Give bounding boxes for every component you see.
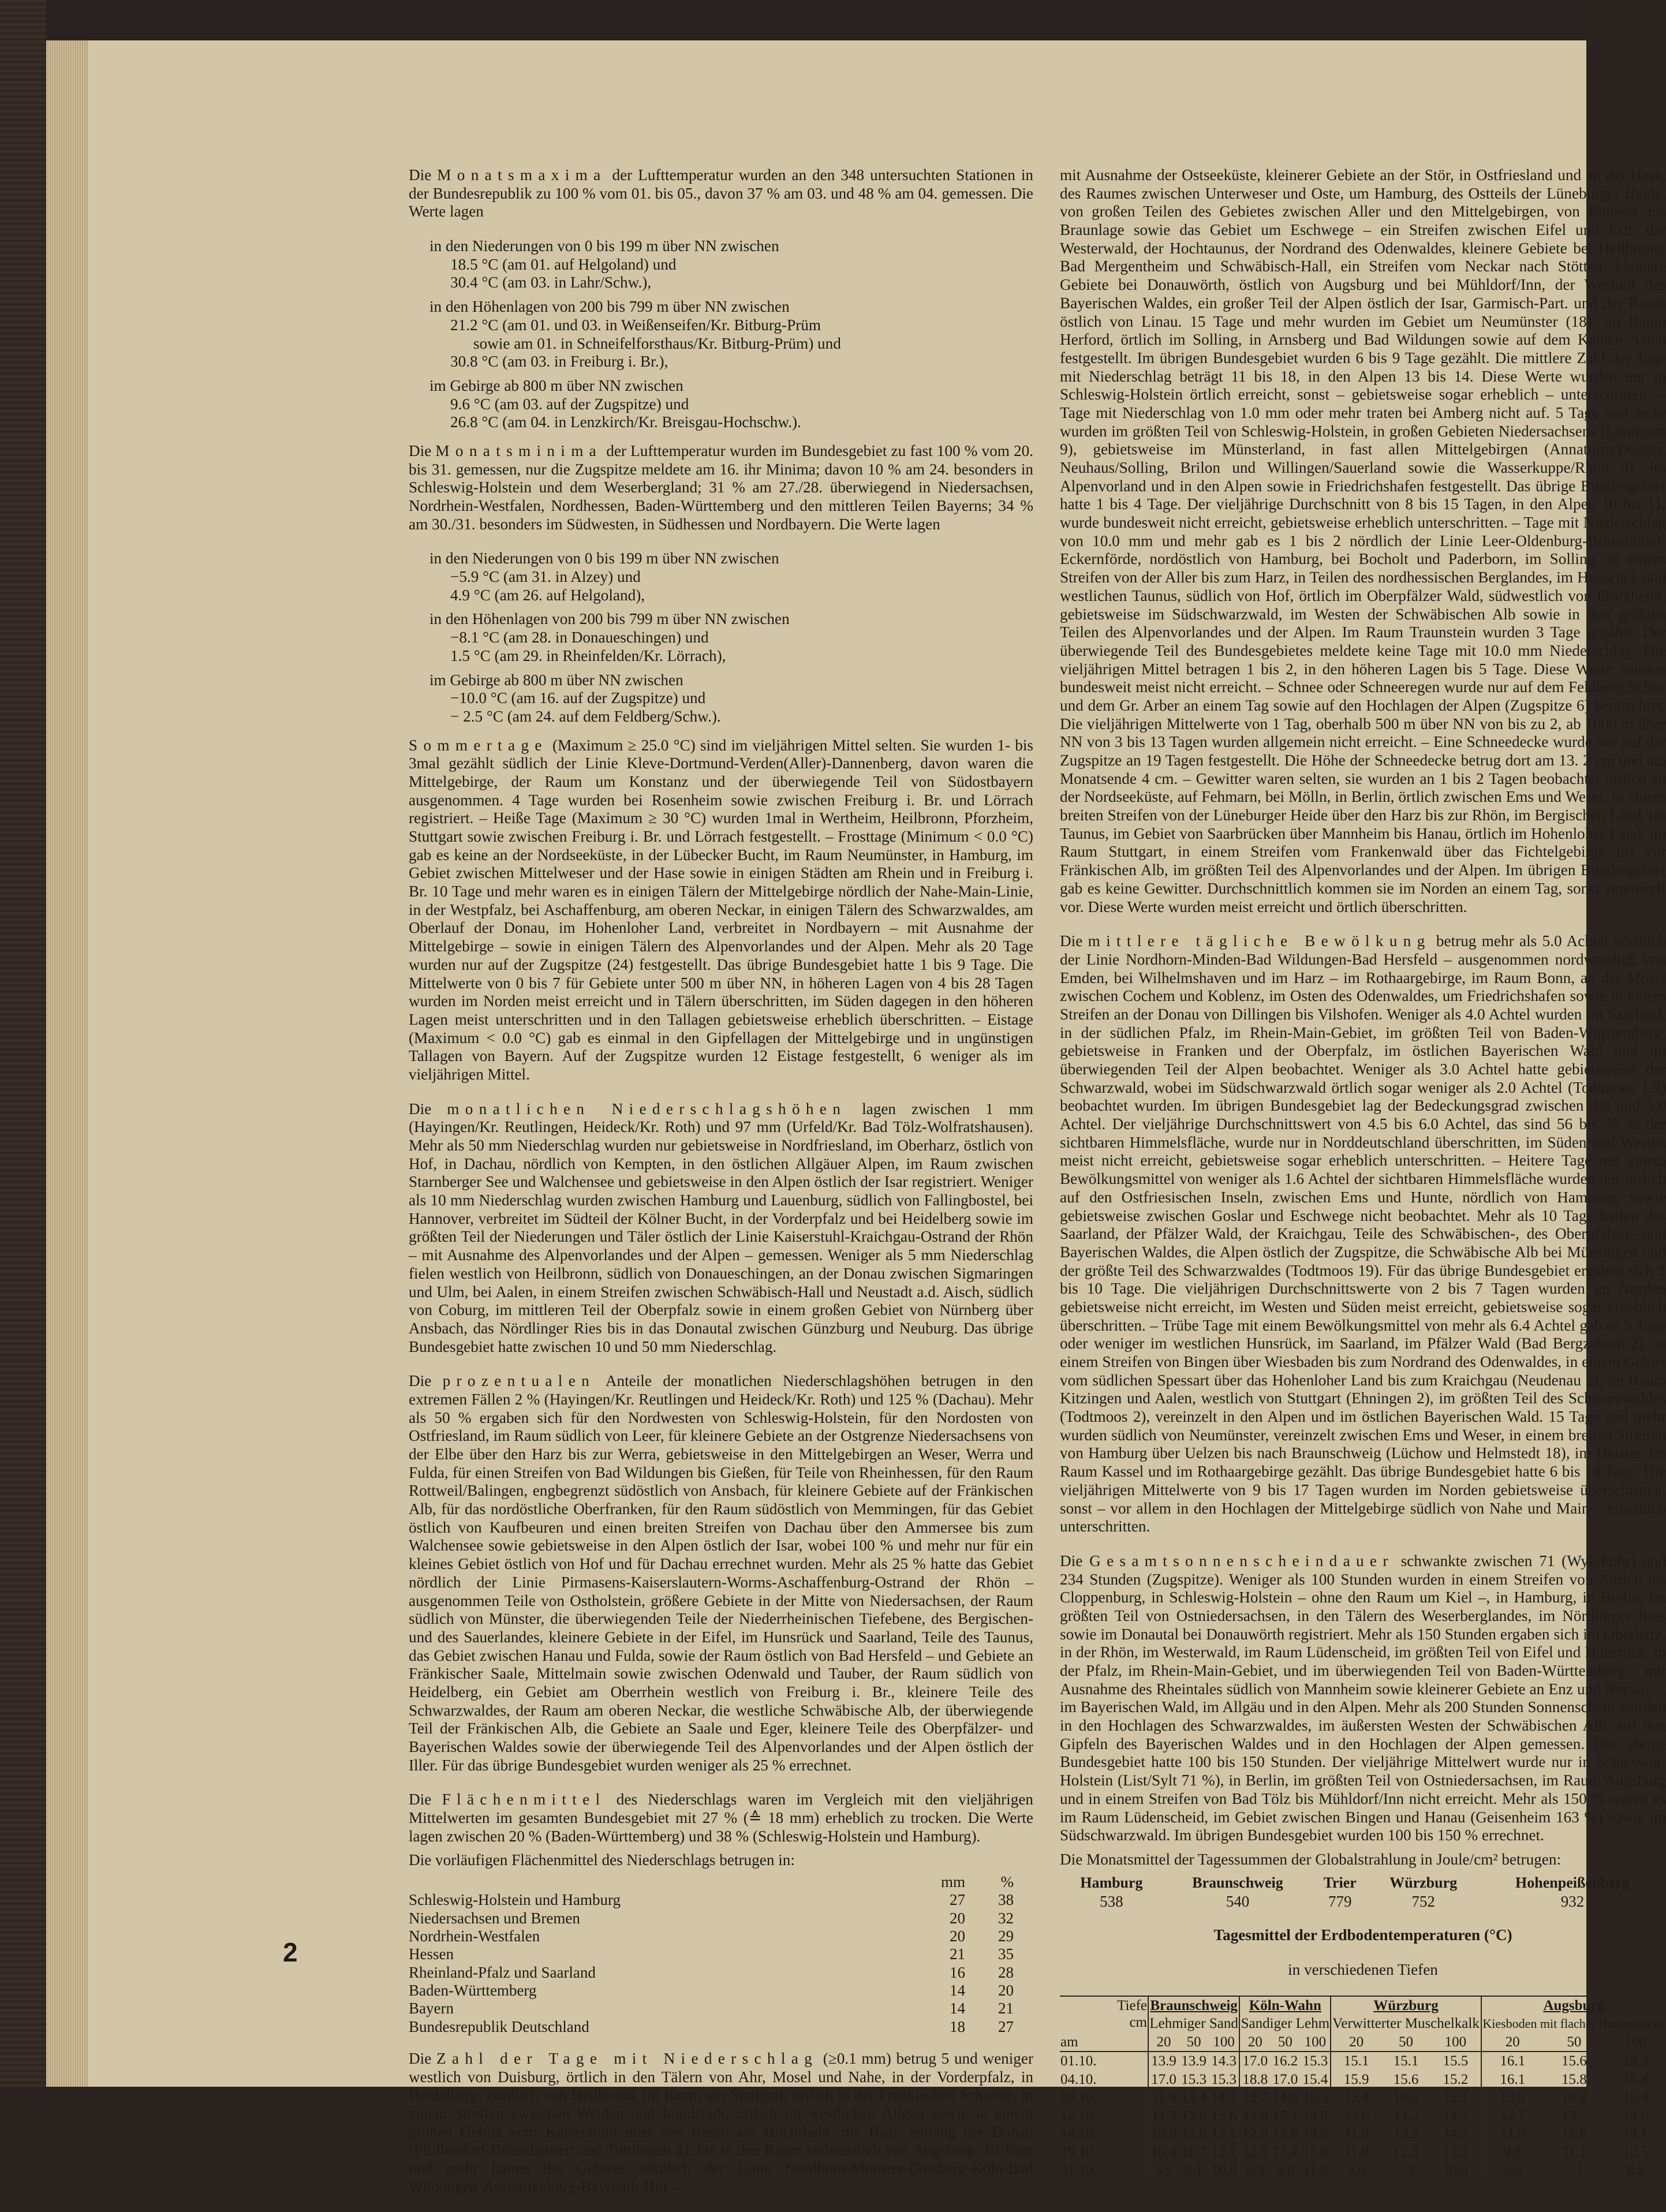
- keyword: prozentualen: [442, 1372, 596, 1390]
- soil-type: Lehmiger Sand: [1148, 2015, 1239, 2033]
- temperature-cell: 5.0: [1331, 2161, 1381, 2180]
- temperature-cell: 14.2: [1443, 2126, 1469, 2142]
- value-pct: 32: [998, 1909, 1014, 1927]
- table-row: [409, 1945, 1017, 1963]
- paragraph-text: des Niederschlags waren im Vergleich mit den vieljährigen Mittelwerten im gesamten Bundesgebiet mit 27 % (≙ 18 mm) erheblich zu trocken. Die Werte lagen zwischen 20 % (Baden-Württemberg) und 38 % (Schleswig-Holstein und Hamburg).: [409, 1791, 1033, 1845]
- paragraph-text: lagen zwischen 1 mm (Hayingen/Kr. Reutlingen, Heideck/Kr. Roth) und 97 mm (Urfeld/Kr. Bad Tölz-Wolfratshausen). Mehr als 50 mm Niederschlag wurden nur gebietsweise in Nordfriesland, im Oberharz, östlich von Hof, in Dachau, nördlich von Kempten, in den östlichen Allgäuer Alpen, im Raum zwischen Starnberger See und Walchensee und gebietsweise in den Alpen östlich der Isar registriert. Weniger als 10 mm Niederschlag wurden zwischen Hamburg und Lauenburg, südlich von Fallingbostel, bei Hannover, verbreitet im Südteil der Kölner Bucht, in der Vorderpfalz und bei Heidelberg sowie im größten Teil der Niederungen und Täler östlich der Linie Kaiserstuhl-Kraichgau-Ostrand der Rhön – mit Ausnahme des Alpenvorlandes und der Alpen – gemessen. Weniger als 5 mm Niederschlag fielen westlich von Heilbronn, südlich von Donaueschingen, an der Donau zwischen Sigmaringen und Ulm, bei Aalen, in einem Streifen zwischen Schwäbisch-Hall und Neustadt a.d. Aisch, südlich von Coburg, im mittleren Teil der Oberpfalz sowie in einem großen Gebiet von Nürnberg über Ansbach, das Nördlinger Ries bis in das Donautal zwischen Günzburg und Neuburg. Das übrige Bundesgebiet hatte zwischen 10 und 50 mm Niederschlag.: [409, 1100, 1034, 1355]
- date-cell: 31.10.: [1060, 2162, 1097, 2179]
- temperature-cell: 17.0: [1148, 2071, 1179, 2089]
- temperature-cell: 14.3: [1211, 2053, 1237, 2069]
- region-name: Bayern: [409, 2000, 454, 2017]
- station-name: Köln-Wahn: [1239, 1996, 1331, 2015]
- temperature-cell: 14.8: [1562, 2090, 1587, 2106]
- station-name: Augsburg: [1481, 1996, 1666, 2015]
- region-name: Bundesrepublik Deutschland: [409, 2017, 589, 2035]
- min-list: [429, 550, 1033, 726]
- soil-table-title: Tagesmittel der Erdbodentemperaturen (°C): [1213, 1926, 1512, 1944]
- paragraph-monatsmaxima: Die Monatsmaxima der Lufttemperatur wurden an den 348 untersuchten Stationen in der Bundesrepublik zu 100 % vom 01. bis 05., davon 37 % am 03. und 48 % am 04. gemessen. Die Werte lagen: [409, 166, 1033, 221]
- paragraph-flaechenmittel: Die Flächenmittel des Niederschlags waren im Vergleich mit den vieljährigen Mittelwerten im gesamten Bundesgebiet mit 27 % (≙ 18 mm) erheblich zu trocken. Die Werte lagen zwischen 20 % (Baden-Württemberg) und 38 % (Schleswig-Holstein und Hamburg).: [409, 1791, 1033, 1845]
- date-cell: 19.10.: [1060, 2144, 1097, 2160]
- temperature-cell: 12.6: [1239, 2143, 1270, 2162]
- paragraph-niederschlagshoehen: Die monatlichen Niederschlagshöhen lagen zwischen 1 mm (Hayingen/Kr. Reutlingen, Heideck/Kr. Roth) und 97 mm (Urfeld/Kr. Bad Tölz-Wolfratshausen). Mehr als 50 mm Niederschlag wurden nur gebietsweise in Nordfriesland, im Oberharz, östlich von Hof, in Dachau, nördlich von Kempten, in den östlichen Allgäuer Alpen, im Raum zwischen Starnberger See und Walchensee und gebietsweise in den Alpen östlich der Isar registriert. Weniger als 10 mm Niederschlag wurden zwischen Hamburg und Lauenburg, südlich von Fallingbostel, bei Hannover, verbreitet im Südteil der Kölner Bucht, in der Vorderpfalz und bei Heidelberg sowie im größten Teil der Niederungen und Täler östlich der Linie Kaiserstuhl-Kraichgau-Ostrand der Rhön – mit Ausnahme des Alpenvorlandes und der Alpen – gemessen. Weniger als 5 mm Niederschlag fielen westlich von Heilbronn, südlich von Donaueschingen, an der Donau zwischen Sigmaringen und Ulm, bei Aalen, in einem Streifen zwischen Schwäbisch-Hall und Neustadt a.d. Aisch, südlich von Coburg, im mittleren Teil der Oberpfalz sowie in einem großen Gebiet von Nürnberg über Ansbach, das Nördlinger Ries bis in das Donautal zwischen Günzburg und Neuburg. Das übrige Bundesgebiet hatte zwischen 10 und 50 mm Niederschlag.: [409, 1100, 1034, 1355]
- temperature-cell: 13.9: [1148, 2052, 1179, 2071]
- temperature-cell: 11.3: [1302, 2162, 1328, 2179]
- temperature-cell: 15.6: [1393, 2071, 1419, 2087]
- list-line: − 2.5 °C (am 24. auf dem Feldberg/Schw.).: [450, 707, 721, 725]
- table-row: [1060, 2088, 1666, 2107]
- temperature-cell: 16.2: [1272, 2053, 1298, 2069]
- temperature-cell: 13.9: [1181, 2053, 1206, 2069]
- temperature-cell: 15.1: [1393, 2053, 1419, 2069]
- region-name: Schleswig-Holstein und Hamburg: [409, 1891, 621, 1909]
- table-row: [1060, 2125, 1666, 2143]
- list-line: 30.4 °C (am 03. in Lahr/Schw.),: [450, 274, 652, 292]
- temperature-cell: 13.9: [1302, 2144, 1328, 2160]
- value-mm: 14: [950, 2000, 965, 2017]
- radiation-value: 932: [1560, 1892, 1585, 1910]
- value-mm: 21: [950, 1945, 965, 1963]
- book-binding: [0, 0, 46, 2087]
- temperature-cell: 11.9: [1148, 2088, 1179, 2107]
- list-line: 30.8 °C (am 03. in Freiburg i. Br.),: [450, 353, 668, 371]
- station-name: Würzburg: [1331, 1996, 1481, 2015]
- list-line: 26.8 °C (am 04. in Lenzkirch/Kr. Breisgau-Hochschw.).: [450, 413, 801, 431]
- list-line: im Gebirge ab 800 m über NN zwischen: [429, 671, 683, 689]
- keyword: Gesamtsonnenscheindauer: [1089, 1552, 1394, 1570]
- temperature-cell: 15.3: [1623, 2053, 1648, 2069]
- station-name: Braunschweig: [1148, 1996, 1239, 2015]
- depth-value: 100: [1213, 2034, 1235, 2050]
- radiation-value: 540: [1226, 1892, 1250, 1910]
- depth-value: 50: [1398, 2034, 1413, 2050]
- table-row: [1060, 2143, 1666, 2162]
- area-table-intro: Die vorläufigen Flächenmittel des Niederschlags betrugen in:: [409, 1851, 795, 1869]
- temperature-cell: 15.4: [1302, 2071, 1328, 2087]
- temperature-cell: 15.3: [1302, 2090, 1328, 2106]
- temperature-cell: 12.8: [1562, 2126, 1587, 2142]
- temperature-cell: 11.2: [1148, 2107, 1179, 2125]
- value-pct: 38: [998, 1891, 1014, 1909]
- depth-header: [1060, 1996, 1148, 2033]
- temperature-cell: 10.0: [1443, 2162, 1469, 2179]
- temperature-cell: 14.8: [1302, 2108, 1328, 2124]
- list-line: 21.2 °C (am 01. und 03. in Weißenseifen/Kr. Bitburg-Prüm: [450, 316, 821, 334]
- value-mm: 18: [950, 2017, 965, 2035]
- region-name: Hessen: [409, 1945, 454, 1963]
- value-pct: 35: [998, 1945, 1014, 1963]
- list-line: −5.9 °C (am 31. in Alzey) und: [450, 568, 641, 586]
- temperature-cell: 12.0: [1181, 2126, 1206, 2142]
- temperature-cell: 8.1: [1185, 2162, 1203, 2179]
- temperature-cell: 11.7: [1181, 2144, 1206, 2160]
- date-cell: 04.10.: [1060, 2071, 1097, 2087]
- temperature-cell: 13.6: [1272, 2126, 1298, 2142]
- list-line: 1.5 °C (am 29. in Rheinfelden/Kr. Lörrach),: [450, 647, 726, 664]
- temperature-cell: 15.1: [1331, 2052, 1381, 2071]
- radiation-value: 779: [1328, 1892, 1352, 1910]
- paragraph-sonnenschein: Die Gesamtsonnenscheindauer schwankte zwischen 71 (Wyk/Föhr) und 234 Stunden (Zugspitze). Weniger als 100 Stunden wurden in einem Streifen von Aurich bis Cloppenburg, in Schleswig-Holstein – ohne den Raum um Kiel –, in Hamburg, in Berlin, im größten Teil von Ostniedersachsen, in den Tälern des Weserberglandes, im Nördlinger Ries sowie im Donautal bei Donauwörth registriert. Mehr als 150 Stunden ergaben sich im Oberharz, in der Rhön, im Westerwald, im Raum Lüdenscheid, im größten Teil von Eifel und Hunsrück, in der Pfalz, im Rhein-Main-Gebiet, und im überwiegenden Teil von Baden-Württemberg – mit Ausnahme des Rheintales südlich von Mannheim sowie kleinerer Gebiete an Enz und Neckar –, im Bayerischen Wald, im Allgäu und in den Alpen. Mehr als 200 Stunden Sonnenschein wurden in den Hochlagen des Schwarzwaldes, im äußersten Westen der Schwäbischen Alb, auf den Gipfeln des Bayerischen Waldes und in den Hochlagen der Alpen gemessen. Das übrige Bundesgebiet hatte 100 bis 150 Stunden. Der vieljährige Mittelwert wurde nur in Schleswig-Holstein (List/Sylt 71 %), in Berlin, im größten Teil von Ostniedersachsen, im Raum Augsburg und in einem Streifen von Bad Tölz bis Mühldorf/Inn nicht erreicht. Mehr als 150 % waren es im Raum Lüdenscheid, im Gebiet zwischen Bingen und Hanau (Geisenheim 163 %) sowie im Südschwarzwald. Im übrigen Bundesgebiet wurden 100 bis 150 % errechnet.: [1060, 1552, 1666, 1844]
- soil-temperature-table: [1060, 1996, 1666, 2181]
- keyword: monatlichen Niederschlagshöhen: [447, 1100, 847, 1118]
- soil-type: Kiesboden mit flacher Humusdecke: [1481, 2015, 1666, 2033]
- temperature-cell: 9.0: [1276, 2162, 1294, 2179]
- table-row: [1060, 2107, 1666, 2125]
- page-edges: [46, 40, 88, 2087]
- list-line: 9.6 °C (am 03. auf der Zugspitze) und: [450, 395, 689, 413]
- table-row: [409, 2018, 1017, 2036]
- temperature-cell: 15.3: [1181, 2071, 1206, 2087]
- value-pct: 27: [998, 2017, 1014, 2035]
- temperature-cell: 12.7: [1211, 2144, 1237, 2160]
- value-mm: 27: [950, 1891, 965, 1909]
- list-line: 18.5 °C (am 01. auf Helgoland) und: [450, 255, 677, 273]
- region-name: Baden-Württemberg: [409, 1982, 537, 1999]
- temperature-cell: 9.8: [1481, 2143, 1544, 2162]
- soil-table-subtitle: in verschiedenen Tiefen: [1288, 1960, 1438, 1978]
- temperature-cell: 12.7: [1481, 2107, 1544, 2125]
- temperature-cell: 15.4: [1623, 2071, 1648, 2087]
- table-row: [409, 1964, 1017, 1982]
- temperature-cell: 7.1: [1565, 2162, 1583, 2179]
- list-line: sowie am 01. in Schneifelforsthaus/Kr. Bitburg-Prüm) und: [473, 334, 841, 352]
- paragraph-text: betrug mehr als 5.0 Achtel nördlich der Linie Nordhorn-Minden-Bad Wildungen-Bad Hersfeld – ausgenommen nordwestlich von Emden, bei Wilhelmshaven und im Harz – im Rothaargebirge, im Raum Bonn, an der Mosel zwischen Cochem und Koblenz, im Osten des Odenwaldes, um Friedrichshafen sowie in einem Streifen an der Donau von Dillingen bis Vilshofen. Weniger als 4.0 Achtel wurden im Saarland, in der südlichen Pfalz, im Rhein-Main-Gebiet, im größten Teil von Baden-Württemberg, gebietsweise in Franken und der Oberpfalz, im östlichen Bayerischen Wald und im überwiegenden Teil der Alpen beobachtet. Weniger als 3.0 Achtel hatte gebietsweise der Schwarzwald, wobei im Südschwarzwald örtlich sogar weniger als 2.0 Achtel (Todtmoos 1.9) beobachtet wurden. Im übrigen Bundesgebiet lag der Bedeckungsgrad zwischen 4.0 und 5.0 Achtel. Der vieljährige Durchschnittswert von 4.5 bis 6.0 Achtel, das sind 56 bis 75 % der sichtbaren Himmelsfläche, wurde nur in Norddeutschland überschritten, im Süden und Westen meist nicht erreicht, gebietsweise sogar erheblich unterschritten. – Heitere Tage mit einem Bewölkungsmittel von weniger als 1.6 Achtel der sichtbaren Himmelsfläche wurden nur örtlich auf den Ostfriesischen Inseln, zwischen Ems und Hunte, nördlich von Hamburg, sowie gebietsweise zwischen Goslar und Eschwege nicht beobachtet. Mehr als 10 Tage hatten das Saarland, der Pfälzer Wald, der Kraichgau, Teile des Schwäbischen-, des Oberpfälzer- und Bayerischen Waldes, die Alpen östlich der Zugspitze, die Schwäbische Alb bei Münsingen und der größte Teil des Schwarzwaldes (Todtmoos 19). Für das übrige Bundesgebiet ergaben sich 1 bis 10 Tage. Die vieljährigen Durchschnittswerte von 2 bis 7 Tagen wurden im Norden gebietsweise nicht erreicht, im Westen und Süden meist erreicht, gebietsweise sogar erheblich überschritten. – Trübe Tage mit einem Bewölkungsmittel von mehr als 6.4 Achtel gab es 5 Tage oder weniger im westlichen Hunsrück, im Saarland, im Pfälzer Wald (Bad Bergzabern 2), in einem Streifen von Bingen über Wiesbaden bis zum Nordrand des Odenwaldes, in einem Gebiet vom südlichen Spessart über das Hohenloher Land bis zum Kraichgau (Neudenau 2), im Raum Kitzingen und Aalen, westlich von Stuttgart (Ehningen 2), im größten Teil des Schwarzwaldes (Todtmoos 2), vereinzelt in den Alpen und im östlichen Bayerischen Wald. 15 Tage und mehr wurden südlich von Neumünster, vereinzelt zwischen Ems und Weser, in einem breiten Streifen von Hamburg über Uelzen bis nach Braunschweig (Lüchow und Helmstedt 18), im Deister, im Raum Kassel und im Rothaargebirge gezählt. Das übrige Bundesgebiet hatte 6 bis 14 Tage. Die vieljährigen Mittelwerte von 9 bis 17 Tagen wurden im Norden gebietsweise überschritten, sonst – vor allem in den Hochlagen der Mittelgebirge südlich von Nahe und Main – erheblich unterschritten.: [1060, 932, 1666, 1535]
- city-name: Hamburg: [1080, 1874, 1143, 1891]
- soil-table-body: [1060, 2052, 1666, 2180]
- temperature-cell: 13.6: [1211, 2108, 1237, 2124]
- table-row: [409, 1910, 1017, 1927]
- paragraph-monatsminima: Die Monatsminima der Lufttemperatur wurden im Bundesgebiet zu fast 100 % vom 20. bis 31. gemessen, nur die Zugspitze meldete am 16. ihr Minima; davon 10 % am 24. besonders in Schleswig-Holstein und dem Weserbergland; 31 % am 27./28. überwiegend in Niedersachsen, Nordrhein-Westfalen, Nordhessen, Baden-Württemberg und den mittleren Teilen Bayerns; 34 % am 30./31. besonders im Südwesten, in Südhessen und Nordbayern. Die Werte lagen: [409, 442, 1034, 533]
- list-line: −10.0 °C (am 16. auf der Zugspitze) und: [450, 689, 706, 707]
- table-row: [1060, 2161, 1666, 2180]
- keyword: Sommertage: [409, 736, 548, 754]
- paragraph-text: (Maximum ≥ 25.0 °C) sind im vieljährigen Mittel selten. Sie wurden 1- bis 3mal gezählt südlich der Linie Kleve-Dortmund-Verden(Aller)-Dannenberg, davon waren die Mittelgebirge, der Raum um Konstanz und der überwiegende Teil von Südostbayern ausgenommen. 4 Tage wurden bei Rosenheim sowie zwischen Freiburg i. Br. und Lörrach registriert. – Heiße Tage (Maximum ≥ 30 °C) wurden 1mal in Wertheim, Heilbronn, Pforzheim, Stuttgart sowie zwischen Freiburg i. Br. und Lörrach festgestellt. – Frosttage (Minimum < 0.0 °C) gab es keine an der Nordseeküste, in der Lübecker Bucht, im Raum Neumünster, in Hamburg, im Gebiet zwischen Mittelweser und der Hase sowie in einigen Städten am Rhein und in Freiburg i. Br. 10 Tage und mehr waren es in einigen Tälern der Mittelgebirge nördlich der Nahe-Main-Linie, in der Westpfalz, bei Aschaffenburg, am oberen Neckar, in einigen Tälern des Schwarzwaldes, am Oberlauf der Donau, im Hohenloher Land, verbreitet in Nordbayern – mit Ausnahme der Mittelgebirge – sowie in einigen Tälern des Alpenvorlandes und der Alpen. Mehr als 20 Tage wurden nur auf der Zugspitze (24) festgestellt. Das übrige Bundesgebiet hatte 1 bis 9 Tage. Die Mittelwerte von 0 bis 7 für Gebiete unter 500 m über NN, in höheren Lagen von 4 bis 28 Tagen wurden im Norden meist erreicht und in Tälern überschritten, im Süden dagegen in den höheren Lagen meist unterschritten und in den Tallagen gebietsweise erheblich überschritten. – Eistage (Maximum < 0.0 °C) gab es einmal in den Gipfellagen der Mittelgebirge und in ungünstigen Tallagen von Bayern. Auf der Zugspitze wurden 12 Eistage festgestellt, 6 weniger als im vieljährigen Mittel.: [409, 736, 1034, 1083]
- region-name: Niedersachsen und Bremen: [409, 1909, 580, 1927]
- depth-unit: cm: [1129, 2015, 1147, 2031]
- depth-value: 100: [1624, 2034, 1646, 2050]
- global-radiation-table: [1060, 1874, 1666, 1912]
- temperature-cell: 13.2: [1443, 2144, 1469, 2160]
- keyword: Zahl der Tage mit Niederschlag: [436, 2049, 819, 2067]
- table-row: [409, 1982, 1017, 2000]
- table-row: [1060, 2052, 1666, 2071]
- column-header: %: [1000, 1873, 1014, 1891]
- temperature-cell: 18.8: [1239, 2071, 1270, 2089]
- depth-value: 20: [1148, 2033, 1179, 2052]
- temperature-cell: 16.1: [1481, 2071, 1544, 2089]
- temperature-cell: 5.6: [1481, 2161, 1544, 2180]
- temperature-cell: 16.1: [1481, 2052, 1544, 2071]
- date-cell: 01.10.: [1060, 2053, 1097, 2069]
- soil-type: Verwitterter Muschelkalk: [1331, 2015, 1481, 2033]
- top-edge: [46, 0, 1586, 40]
- depth-value: 50: [1186, 2034, 1201, 2050]
- temperature-cell: 14.1: [1623, 2126, 1648, 2142]
- region-name: Rheinland-Pfalz und Saarland: [409, 1963, 596, 1981]
- temperature-cell: 10.0: [1211, 2162, 1237, 2179]
- temperature-cell: 17.0: [1239, 2052, 1270, 2071]
- keyword: Monatsminima: [435, 442, 603, 459]
- date-cell: 09.10.: [1060, 2090, 1097, 2106]
- temperature-cell: 12.3: [1393, 2144, 1419, 2160]
- temperature-cell: 12.5: [1623, 2144, 1648, 2160]
- temperature-cell: 13.4: [1272, 2144, 1298, 2160]
- temperature-cell: 14.6: [1302, 2126, 1328, 2142]
- paragraph-text: (≥0.1 mm) betrug 5 und weniger westlich von Duisburg, örtlich in den Tälern von Ahr, Mosel und Nahe, in der Vorderpfalz, in Heidelberg, nördlich von Heilbronn, im Raum um Stuttgart, örtlich in der Fränkischen Schweiz, in einem Streifen zwischen Weiden und Ingolstadt, örtlich im westlichen Allgäu sowie in einem großen Gebiet vom Kaiserstuhl über den Raum am Hochrhein, die Baar, entlang der Donau (Pfullendorf-Brunnhausen und Tuttlingen 2), bis in den Raum südwestlich von Augsburg. 10 Tage und mehr hatten die Gebiete nördlich der Linie Nordhorn-Münster-Duisburg-Köln-Bad Wildungen-Aschaffenburg-Bayreuth-Hof –: [409, 2049, 1034, 2195]
- depth-value: 20: [1481, 2033, 1544, 2052]
- temperature-cell: 14.2: [1393, 2108, 1419, 2124]
- temperature-cell: 15.6: [1562, 2053, 1587, 2069]
- value-pct: 21: [998, 2000, 1014, 2017]
- temperature-cell: 17.0: [1272, 2071, 1298, 2087]
- temperature-cell: 15.3: [1211, 2071, 1237, 2087]
- list-line: 4.9 °C (am 26. auf Helgoland),: [450, 586, 645, 604]
- temperature-cell: 6.3: [1239, 2161, 1270, 2180]
- paragraph-prozentualen: Die prozentualen Anteile der monatlichen Niederschlagshöhen betrugen in den extremen Fällen 2 % (Hayingen/Kr. Reutlingen und Heideck/Kr. Roth) und 125 % (Dachau). Mehr als 50 % ergaben sich für den Nordwesten von Schleswig-Holstein, für den Nordosten von Ostfriesland, im Raum südlich von Leer, für kleinere Gebiete an der Ostgrenze Niedersachsens von der Elbe über den Harz bis zur Werra, gebietsweise in den Mittelgebirgen an Weser, Werra und Fulda, für einen Streifen von Bad Wildungen bis Gießen, für Teile von Rheinhessen, für den Raum Rottweil/Balingen, engbegrenzt südöstlich von Ansbach, für kleinere Gebiete auf der Fränkischen Alb, für das nordöstliche Oberfranken, für den Raum südöstlich von Memmingen, für das Gebiet östlich von Kaufbeuren und einen breiten Streifen von Dachau über den Ammersee bis zum Walchensee sowie gebietsweise in den Alpen östlich der Isar, wobei 100 % und mehr nur für ein kleines Gebiet östlich von Hof und für Dachau errechnet wurden. Mehr als 25 % hatte das Gebiet nördlich der Linie Pirmasens-Kaiserslautern-Worms-Aschaffenburg-Ostrand der Rhön – ausgenommen Teile von Ostholstein, größere Gebiete in der Mitte von Niedersachsen, der Raum südlich von Münster, die überwiegenden Teile der Niederrheinischen Tiefebene, des Bergischen- und des Sauerlandes, kleinere Gebiete in der Eifel, im Hunsrück und Saarland, Teile des Taunus, das Gebiet zwischen Hanau und Fulda, sowie der Raum östlich von Bad Hersfeld – und Gebiete an Fränkischer Saale, Mittelmain sowie zwischen Odenwald und Tauber, der Raum südlich von Heidelberg, ein Gebiet am Oberrhein westlich von Freiburg i. Br., kleinere Teile des Schwarzwaldes, der Raum am oberen Neckar, die westliche Schwäbische Alb, der überwiegende Teil der Fränkischen Alb, die Gebiete an Saale und Eger, kleinere Teile des Oberpfälzer- und Bayerischen Waldes sowie der überwiegende Teil des Alpenvorlandes und der Alpen östlich der Iller. Für das übrige Bundesgebiet wurden weniger als 25 % errechnet.: [409, 1372, 1033, 1774]
- temperature-cell: 10.9: [1148, 2125, 1179, 2143]
- table-row: [409, 1891, 1017, 1909]
- depth-value: 50: [1277, 2034, 1293, 2050]
- left-column: [409, 166, 1033, 2212]
- temperature-cell: 14.3: [1211, 2090, 1237, 2106]
- temperature-cell: 12.4: [1331, 2088, 1381, 2107]
- temperature-cell: 11.6: [1331, 2125, 1381, 2143]
- temperature-cell: 12.0: [1239, 2125, 1270, 2143]
- temperature-cell: 15.2: [1443, 2071, 1469, 2087]
- area-table: [409, 1873, 1017, 2036]
- page: [88, 40, 1666, 2195]
- depth-value: 20: [1239, 2033, 1270, 2052]
- column-header: mm: [940, 1873, 965, 1891]
- list-line: in den Höhenlagen von 200 bis 799 m über NN zwischen: [429, 610, 790, 628]
- temperature-cell: 15.1: [1443, 2090, 1469, 2106]
- depth-value: 100: [1444, 2034, 1467, 2050]
- city-name: Braunschweig: [1192, 1874, 1283, 1891]
- temperature-cell: 13.6: [1331, 2107, 1381, 2125]
- depth-label: Tiefe: [1117, 1997, 1147, 2013]
- temperature-cell: 15.3: [1302, 2053, 1328, 2069]
- depth-value: 100: [1304, 2034, 1327, 2050]
- temperature-cell: 15.1: [1272, 2108, 1298, 2124]
- soil-type: Sandiger Lehm: [1239, 2015, 1331, 2033]
- paragraph-text: schwankte zwischen 71 (Wyk/Föhr) und 234 Stunden (Zugspitze). Weniger als 100 Stunden wurden in einem Streifen von Aurich bis Cloppenburg, in Schleswig-Holstein – ohne den Raum um Kiel –, in Hamburg, in Berlin, im größten Teil von Ostniedersachsen, in den Tälern des Weserberglandes, im Nördlinger Ries sowie im Donautal bei Donauwörth registriert. Mehr als 150 Stunden ergaben sich im Oberharz, in der Rhön, im Westerwald, im Raum Lüdenscheid, im größten Teil von Eifel und Hunsrück, in der Pfalz, im Rhein-Main-Gebiet, und im überwiegenden Teil von Baden-Württemberg – mit Ausnahme des Rheintales südlich von Mannheim sowie kleinerer Gebiete an Enz und Neckar –, im Bayerischen Wald, im Allgäu und in den Alpen. Mehr als 200 Stunden Sonnenschein wurden in den Hochlagen des Schwarzwaldes, im äußersten Westen der Schwäbischen Alb, auf den Gipfeln des Bayerischen Waldes und in den Hochlagen der Alpen gemessen. Das übrige Bundesgebiet hatte 100 bis 150 Stunden. Der vieljährige Mittelwert wurde nur in Schleswig-Holstein (List/Sylt 71 %), in Berlin, im größten Teil von Ostniedersachsen, im Raum Augsburg und in einem Streifen von Bad Tölz bis Mühldorf/Inn nicht erreicht. Mehr als 150 % waren es im Raum Lüdenscheid, im Gebiet zwischen Bingen und Hanau (Geisenheim 163 %) sowie im Südschwarzwald. Im übrigen Bundesgebiet wurden 100 bis 150 % errechnet.: [1060, 1552, 1666, 1844]
- depth-value: 20: [1331, 2033, 1381, 2052]
- list-line: in den Niederungen von 0 bis 199 m über NN zwischen: [429, 550, 779, 567]
- list-line: im Gebirge ab 800 m über NN zwischen: [429, 376, 683, 394]
- paragraph-sommertage: [409, 737, 1033, 1084]
- list-line: −8.1 °C (am 28. in Donaueschingen) und: [450, 629, 709, 647]
- temperature-cell: 12.8: [1181, 2108, 1206, 2124]
- temperature-cell: 14.8: [1272, 2090, 1298, 2106]
- temperature-cell: 15.5: [1443, 2053, 1469, 2069]
- temperature-cell: 15.4: [1623, 2090, 1648, 2106]
- temperature-cell: 10.4: [1148, 2143, 1179, 2162]
- city-name: Würzburg: [1389, 1874, 1458, 1891]
- temperature-cell: 11.0: [1481, 2125, 1544, 2143]
- page-number: 2: [283, 1937, 298, 1967]
- radiation-value: 538: [1100, 1892, 1123, 1910]
- date-cell: 14.10.: [1060, 2126, 1097, 2142]
- value-mm: 20: [950, 1927, 965, 1945]
- date-label: am: [1060, 2034, 1078, 2050]
- temperature-cell: 11.1: [1562, 2144, 1587, 2160]
- temperature-cell: 8.8: [1626, 2162, 1645, 2179]
- value-pct: 20: [998, 1982, 1014, 1999]
- temperature-cell: 12.7: [1239, 2088, 1270, 2107]
- value-mm: 14: [950, 1982, 965, 1999]
- temperature-cell: 13.2: [1393, 2126, 1419, 2142]
- keyword: Monatsmaxima: [437, 166, 607, 184]
- depth-value: 50: [1567, 2034, 1582, 2050]
- list-line: in den Höhenlagen von 200 bis 799 m über NN zwischen: [429, 298, 790, 316]
- paragraph-continuation: mit Ausnahme der Ostseeküste, kleinerer Gebiete an der Stör, in Ostfriesland und an der Hase, des Raumes zwischen Unterweser und Oste, um Hamburg, des Ostteils der Lüneburger Heide, von großen Teilen des Gebietes zwischen Aller und den Mittelgebirgen, von Einbeck bis Braunlage sowie das Gebiet um Eschwege – ein Streifen zwischen Eifel und Erft, der Westerwald, der Hochtaunus, der Nordrand des Odenwaldes, kleinere Gebiete bei Heilbronn, Bad Mergentheim und Schwäbisch-Hall, ein Streifen vom Neckar nach Stötten, kleinere Gebiete bei Donauwörth, östlich von Augsburg und bei Mühldorf/Inn, der Westteil des Bayerischen Waldes, ein großer Teil der Alpen östlich der Isar, Garmisch-Part. und der Raum östlich von Linau. 15 Tage und mehr wurden im Gebiet um Neumünster (18), im Raum Herford, örtlich im Solling, in Arnsberg und Bad Wildungen sowie auf dem Kahlen Asten festgestellt. Im übrigen Bundesgebiet wurden 6 bis 9 Tage gezählt. Die mittlere Zahl der Tage mit Niederschlag beträgt 11 bis 18, in den Alpen 13 bis 14. Diese Werte wurden nur in Schleswig-Holstein örtlich erreicht, sonst – gebietsweise sogar erheblich – unterschritten. – Tage mit Niederschlag von 1.0 mm oder mehr traten bei Amberg nicht auf. 5 Tage und mehr wurden im größten Teil von Schleswig-Holstein, in großen Gebieten Niedersachsens (Löningen 9), gebietsweise im Münsterland, in fast allen Mittelgebirgen (Annaturm/Deister, Neuhaus/Solling, Brilon und Willingen/Sauerland sowie die Wasserkuppe/Rhön 9), im Alpenvorland und in den Alpen sowie in Friedrichshafen festgestellt. Das übrige Bundesgebiet hatte 1 bis 4 Tage. Der vieljährige Durchschnitt von 8 bis 15 Tagen, in den Alpen 10 bis 11, wurde bundesweit nicht erreicht, gebietsweise erheblich unterschritten. – Tage mit Niederschlag von 10.0 mm und mehr gab es 1 bis 2 nördlich der Linie Leer-Oldenburg-Brunsbüttel-Eckernförde, nordöstlich von Hamburg, bei Bocholt und Paderborn, im Solling, in einem Streifen von der Aller bis zum Harz, in Teilen des nordhessischen Berglandes, im Hunsrück und westlichen Taunus, südlich von Hof, örtlich im Oberpfälzer Wald, südwestlich von Pforzheim, gebietsweise im Südschwarzwald, im Westen der Schwäbischen Alb sowie in den größten Teilen des Alpenvorlandes und der Alpen. Im Raum Traunstein wurden 3 Tage gezählt. Der überwiegende Teil des Bundesgebietes meldete keine Tage mit 10.0 mm Niederschlag. Die vieljährigen Mittel betragen 1 bis 2, in den höheren Lagen bis 5 Tage. Diese Werte wurden bundesweit meist nicht erreicht. – Schnee oder Schneeregen wurde nur auf dem Feldberg/Schw. und dem Gr. Arber an einem Tag sowie auf den Hochlagen der Alpen (Zugspitze 6) beobachtet. Die vieljährigen Mittelwerte von 1 Tag, oberhalb 500 m über NN von bis zu 2, ab 1000 m über NN von 3 bis 13 Tagen wurden allgemein nicht erreicht. – Eine Schneedecke wurde nur auf der Zugspitze an 19 Tagen festgestellt. Die Höhe der Schneedecke betrug dort am 13. 2 cm und am Monatsende 4 cm. – Gewitter waren selten, sie wurden an 1 bis 2 Tagen beobachtet örtlich an der Nordseeküste, auf Fehmarn, bei Mölln, in Berlin, örtlich zwischen Ems und Weser, in einem breiten Streifen von der Lüneburger Heide über den Harz bis zur Rhön, im Bergischen Land, im Taunus, im Gebiet von Saarbrücken über Mannheim bis Hanau, örtlich im Hohenloher Land, im Raum Stuttgart, in einem Streifen vom Frankenwald über das Fichtelgebirge bis zur Fränkischen Alb, im größten Teil des Alpenvorlandes und der Alpen. Im übrigen Bundesgebiet gab es keine Gewitter. Durchschnittlich kommen sie im Norden an einem Tag, sonst vereinzelt vor. Diese Werte wurden meist erreicht und örtlich überschritten.: [1060, 166, 1666, 916]
- paragraph-text: der Lufttemperatur wurden im Bundesgebiet zu fast 100 % vom 20. bis 31. gemessen, nur die Zugspitze meldete am 16. ihr Minima; davon 10 % am 24. besonders in Schleswig-Holstein und dem Weserbergland; 31 % am 27./28. überwiegend in Niedersachsen, Nordrhein-Westfalen, Nordhessen, Baden-Württemberg und den mittleren Teilen Bayerns; 34 % am 30./31. besonders im Südwesten, in Südhessen und Nordbayern. Die Werte lagen: [409, 442, 1034, 533]
- keyword: Flächenmittel: [442, 1791, 606, 1809]
- table-row: [409, 2000, 1017, 2017]
- temperature-cell: 13.4: [1181, 2090, 1206, 2106]
- temperature-cell: 15.8: [1562, 2071, 1587, 2087]
- keyword: mittlere tägliche Bewölkung: [1088, 932, 1431, 950]
- table-row: [409, 1927, 1017, 1945]
- date-cell: 12.10.: [1060, 2108, 1097, 2124]
- radiation-value: 752: [1411, 1892, 1435, 1910]
- right-column: [1060, 166, 1666, 2181]
- temperature-cell: 13.7: [1562, 2108, 1587, 2124]
- table-row: [1060, 2071, 1666, 2089]
- temperature-cell: 13.5: [1481, 2088, 1544, 2107]
- paragraph-text: Anteile der monatlichen Niederschlagshöhen betrugen in den extremen Fällen 2 % (Hayingen/Kr. Reutlingen und Heideck/Kr. Roth) und 125 % (Dachau). Mehr als 50 % ergaben sich für den Nordwesten von Schleswig-Holstein, für den Nordosten von Ostfriesland, im Raum südlich von Leer, für kleinere Gebiete an der Ostgrenze Niedersachsens von der Elbe über den Harz bis zur Werra, gebietsweise in den Mittelgebirgen an Weser, Werra und Fulda, für einen Streifen von Bad Wildungen bis Gießen, für Teile von Rheinhessen, für den Raum Rottweil/Balingen, engbegrenzt südöstlich von Ansbach, für kleinere Gebiete auf der Fränkischen Alb, für das nordöstliche Oberfranken, für den Raum südöstlich von Memmingen, für das Gebiet östlich von Kaufbeuren und einen breiten Streifen von Dachau über den Ammersee bis zum Walchensee sowie gebietsweise in den Alpen östlich der Isar, wobei 100 % und mehr nur für ein kleines Gebiet östlich von Hof und für Dachau errechnet wurden. Mehr als 25 % hatte das Gebiet nördlich der Linie Pirmasens-Kaiserslautern-Worms-Aschaffenburg-Ostrand der Rhön – ausgenommen Teile von Ostholstein, größere Gebiete in der Mitte von Niedersachsen, der Raum südlich von Münster, die überwiegenden Teile der Niederrheinischen Tiefebene, des Bergischen- und des Sauerlandes, kleinere Gebiete in der Eifel, im Hunsrück und Saarland, Teile des Taunus, das Gebiet zwischen Hanau und Fulda, sowie der Raum östlich von Bad Hersfeld – und Gebiete an Fränkischer Saale, Mittelmain sowie zwischen Odenwald und Tauber, der Raum südlich von Heidelberg, ein Gebiet am Oberrhein westlich von Freiburg i. Br., kleinere Teile des Schwarzwaldes, der Raum am oberen Neckar, die westliche Schwäbische Alb, der überwiegende Teil der Fränkischen Alb, die Gebiete an Saale und Eger, kleinere Teile des Oberpfälzer- und Bayerischen Waldes sowie der überwiegende Teil des Alpenvorlandes und der Alpen östlich der Iller. Für das übrige Bundesgebiet wurden weniger als 25 % errechnet.: [409, 1372, 1033, 1774]
- max-list: [429, 237, 1033, 432]
- list-line: in den Niederungen von 0 bis 199 m über NN zwischen: [429, 237, 779, 255]
- paragraph-niederschlagstage: Die Zahl der Tage mit Niederschlag (≥0.1 mm) betrug 5 und weniger westlich von Duisburg, örtlich in den Tälern von Ahr, Mosel und Nahe, in der Vorderpfalz, in Heidelberg, nördlich von Heilbronn, im Raum um Stuttgart, örtlich in der Fränkischen Schweiz, in einem Streifen zwischen Weiden und Ingolstadt, örtlich im westlichen Allgäu sowie in einem großen Gebiet vom Kaiserstuhl über den Raum am Hochrhein, die Baar, entlang der Donau (Pfullendorf-Brunnhausen und Tuttlingen 2), bis in den Raum südwestlich von Augsburg. 10 Tage und mehr hatten die Gebiete nördlich der Linie Nordhorn-Münster-Duisburg-Köln-Bad Wildungen-Aschaffenburg-Bayreuth-Hof –: [409, 2049, 1034, 2195]
- value-mm: 20: [950, 1909, 965, 1927]
- global-radiation-intro: Die Monatsmittel der Tagessummen der Globalstrahlung in Joule/cm² betrugen:: [1060, 1850, 1562, 1868]
- depth-row: [1060, 2033, 1666, 2052]
- temperature-cell: 14.6: [1393, 2090, 1419, 2106]
- city-name: Trier: [1323, 1874, 1357, 1891]
- temperature-cell: 7.3: [1396, 2162, 1415, 2179]
- value-pct: 29: [998, 1927, 1014, 1945]
- temperature-cell: 14.5: [1443, 2108, 1469, 2124]
- paragraph-bewoelkung: Die mittlere tägliche Bewölkung betrug mehr als 5.0 Achtel nördlich der Linie Nordhorn-Minden-Bad Wildungen-Bad Hersfeld – ausgenommen nordwestlich von Emden, bei Wilhelmshaven und im Harz – im Rothaargebirge, im Raum Bonn, an der Mosel zwischen Cochem und Koblenz, im Osten des Odenwaldes, um Friedrichshafen sowie in einem Streifen an der Donau von Dillingen bis Vilshofen. Weniger als 4.0 Achtel wurden im Saarland, in der südlichen Pfalz, im Rhein-Main-Gebiet, im größten Teil von Baden-Württemberg, gebietsweise in Franken und der Oberpfalz, im östlichen Bayerischen Wald und im überwiegenden Teil der Alpen beobachtet. Weniger als 3.0 Achtel hatte gebietsweise der Schwarzwald, wobei im Südschwarzwald örtlich sogar weniger als 2.0 Achtel (Todtmoos 1.9) beobachtet wurden. Im übrigen Bundesgebiet lag der Bedeckungsgrad zwischen 4.0 und 5.0 Achtel. Der vieljährige Durchschnittswert von 4.5 bis 6.0 Achtel, das sind 56 bis 75 % der sichtbaren Himmelsfläche, wurde nur in Norddeutschland überschritten, im Süden und Westen meist nicht erreicht, gebietsweise sogar erheblich unterschritten. – Heitere Tage mit einem Bewölkungsmittel von weniger als 1.6 Achtel der sichtbaren Himmelsfläche wurden nur örtlich auf den Ostfriesischen Inseln, zwischen Ems und Hunte, nördlich von Hamburg, sowie gebietsweise zwischen Goslar und Eschwege nicht beobachtet. Mehr als 10 Tage hatten das Saarland, der Pfälzer Wald, der Kraichgau, Teile des Schwäbischen-, des Oberpfälzer- und Bayerischen Waldes, die Alpen östlich der Zugspitze, die Schwäbische Alb bei Münsingen und der größte Teil des Schwarzwaldes (Todtmoos 19). Für das übrige Bundesgebiet ergaben sich 1 bis 10 Tage. Die vieljährigen Durchschnittswerte von 2 bis 7 Tagen wurden im Norden gebietsweise nicht erreicht, im Westen und Süden meist erreicht, gebietsweise sogar erheblich überschritten. – Trübe Tage mit einem Bewölkungsmittel von mehr als 6.4 Achtel gab es 5 Tage oder weniger im westlichen Hunsrück, im Saarland, im Pfälzer Wald (Bad Bergzabern 2), in einem Streifen von Bingen über Wiesbaden bis zum Nordrand des Odenwaldes, in einem Gebiet vom südlichen Spessart über das Hohenloher Land bis zum Kraichgau (Neudenau 2), im Raum Kitzingen und Aalen, westlich von Stuttgart (Ehningen 2), im größten Teil des Schwarzwaldes (Todtmoos 2), vereinzelt in den Alpen und im östlichen Bayerischen Wald. 15 Tage und mehr wurden südlich von Neumünster, vereinzelt zwischen Ems und Weser, in einem breiten Streifen von Hamburg über Uelzen bis nach Braunschweig (Lüchow und Helmstedt 18), im Deister, im Raum Kassel und im Rothaargebirge gezählt. Das übrige Bundesgebiet hatte 6 bis 14 Tage. Die vieljährigen Mittelwerte von 9 bis 17 Tagen wurden im Norden gebietsweise überschritten, sonst – vor allem in den Hochlagen der Mittelgebirge südlich von Nahe und Main – erheblich unterschritten.: [1060, 932, 1666, 1535]
- city-name: Hohenpeißenberg: [1515, 1874, 1630, 1891]
- temperature-cell: 11.0: [1331, 2143, 1381, 2162]
- temperature-cell: 5.5: [1148, 2161, 1179, 2180]
- temperature-cell: 15.9: [1331, 2071, 1381, 2089]
- temperature-cell: 14.8: [1239, 2107, 1270, 2125]
- temperature-cell: 13.1: [1211, 2126, 1237, 2142]
- paragraph-text: der Lufttemperatur wurden an den 348 untersuchten Stationen in der Bundesrepublik zu 100 % vom 01. bis 05., davon 37 % am 03. und 48 % am 04. gemessen. Die Werte lagen: [409, 166, 1033, 221]
- region-name: Nordrhein-Westfalen: [409, 1927, 540, 1945]
- value-mm: 16: [950, 1963, 965, 1981]
- value-pct: 28: [998, 1963, 1014, 1981]
- temperature-cell: 14.6: [1623, 2108, 1648, 2124]
